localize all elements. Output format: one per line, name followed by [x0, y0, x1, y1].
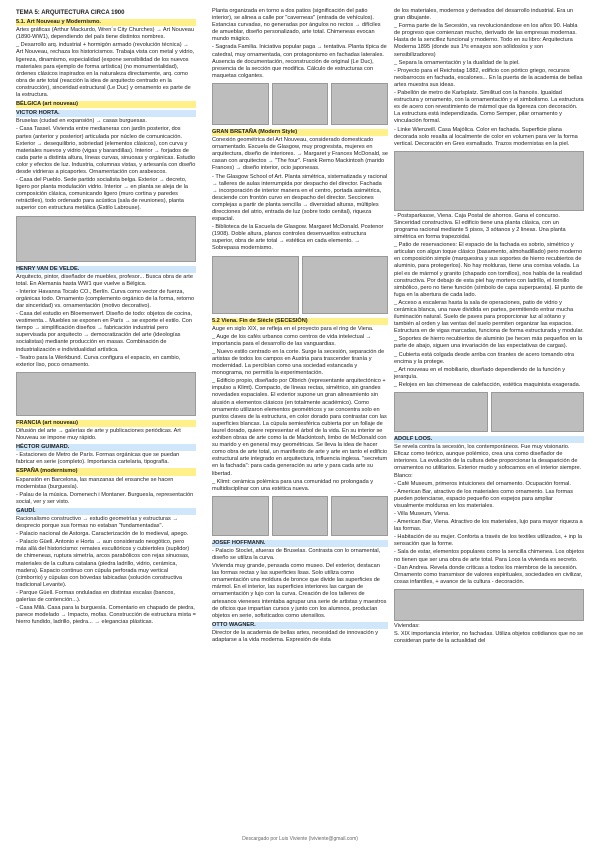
text-paragraph: Vivienda muy grande, pensada como museo. Del exterior, destacan las formas rectas y las superficies lisas. Solo utiliza como ornamentación una moldura de bronce que divide las superficies de mármol. En el interior, las superficies interiores las cargan de ornamentación y lujo con la curva. Creación de los talleres de artesanos vieneses intentaba agrupar una serie de artistas y maestros de oficios que impartían cursos y junto con los alumnos, producían objetos en serie, sofisticados como utensilios. — [212, 563, 387, 619]
text-paragraph: Auge en siglo XIX, se refleja en el proyecto para el ring de Viena. — [212, 325, 374, 332]
text-paragraph: - Proyecto para el Reichstag 1882, edificio con pórtico griego, recursos neobarrocos en fachada, escalones... En la puerta de la academia de bellas artes muestra sus ideas. — [394, 67, 583, 88]
section-heading: JOSEF HOFFMANN. — [212, 540, 388, 547]
architecture-photo — [331, 83, 388, 125]
text-paragraph: _ Desarrollo arq. industrial + hormigón armado (revolución técnica) → Art Nouveau, rechaza los historicismos. Trabaja vista con metal y vidrio, ligereza, dinamismo, especialidad (expone sensibilidad de los nuevos materiales para ejemplo de forma artística) (no monumentalidad), órdenes clásicos inspirados en la naturaleza directamente, arq. como obra de arte total (reacción la idea de arquitecto centrado en la construcción), sinceridad estructural (Le Duc) y ornamento es parte de la estructura. — [16, 42, 195, 99]
column-right — [394, 8, 584, 646]
column-left-content — [16, 19, 196, 626]
section-heading: FRANCIA (art nouveau) — [16, 420, 196, 427]
section-heading: ESPAÑA (modernismo) — [16, 468, 196, 475]
text-paragraph: - Café Museum, primeros intuiciones del ornamento. Ocupación formal. — [394, 480, 571, 487]
text-paragraph: - Estaciones de Metro de París. Formas orgánicas que se puedan fabricar en serie (completo). Importancia cartelaria, tipografía. — [16, 452, 180, 466]
section-heading: GAUDÍ. — [16, 508, 196, 515]
text-paragraph: - Palacio Stoclet, afueras de Bruselas. Contrasta con lo ornamental, diseño se utiliza la curva. — [212, 547, 381, 561]
architecture-photo — [16, 216, 196, 262]
text-paragraph: Director de la academia de bellas artes, necesidad de innovación y adaptarse a la vida moderna. Expresión de ésta — [212, 629, 379, 643]
text-paragraph: - Teatro para la Werkbund. Curva configura el espacio, en cambio, exterior liso, poco ornamento. — [16, 354, 181, 368]
text-paragraph: - Palacio Güell. Antonio e Horta → aun considerado neogótico, pero más allá del historicismo: remates escultóricos y cubiertoles (suplidor) de chimeneas, ruptura simetría, arcos parabólicos con rejas sinuosas, materiales de la cultura catalana (piedra ladrillo, vidrio, cerámica, madera). Espacio continuo con cúpula perforada muy vertical (cimborrio) y cúpulas con bóvedas tabicadas (solución constructiva tradicional Levante). — [16, 539, 190, 588]
architecture-photo — [491, 392, 585, 432]
column-left — [16, 8, 196, 627]
text-paragraph: - Linke Wienzeill. Casa Majólica. Color en fachada. Superficie plana decorada solo resalta al localmente de color en volumen para ver la forma vertical. Decoración en Gres esmaltado. Trazos modernistas en la piel. — [394, 126, 578, 147]
architecture-photo — [302, 256, 389, 314]
text-paragraph: Arquitecto, pintor, diseñador de muebles, profesor... Busca obra de arte total. En Alemania hasta WW1 que vuelve a Bélgica. — [16, 273, 193, 287]
architecture-photo — [331, 496, 388, 536]
photo-group — [212, 254, 388, 316]
text-paragraph: Expansión en Barcelona, las manzanas del ensanche se hacen modernistas (burguesía). — [16, 476, 174, 490]
text-paragraph: - Casa Milà. Casa para la burguesía. Comentario en chapado de piedra, parece modelado → Impacto, mofas. Construcción de estructura mixta = hierro fundido, ladrillo, piedra... → elegancias plásticas. — [16, 605, 196, 626]
text-paragraph: - Habitación de su mujer. Conforta a través de los textiles utilizados, + inp la sensación que la forme. — [394, 534, 582, 548]
section-heading: 5.2 Viena. Fin de Siècle (SECESIÓN) — [212, 318, 388, 325]
photo-group — [394, 587, 584, 623]
photo-group — [394, 390, 584, 434]
text-paragraph: _ Klimt: cerámica polémica para una comunidad no prolongada y multidisciplinar con una estética nueva. — [212, 478, 374, 492]
text-paragraph: - Dan Andrea. Revela donde críticas a todos los miembros de la secesión. Ornamento como transmisor de valores espirituales, sociedades en civilizar, cosas infantiles, + avance de la cultura - decoración. — [394, 564, 583, 585]
text-paragraph: - Palau de la música. Domenech i Montaner. Burguesía, representación social, ver y ser visto. — [16, 491, 194, 505]
photo-group — [212, 494, 388, 538]
text-paragraph: - Sala de estar, elementos populares como la sencilla chimenea. Los objetos no tienen que ser una obra de arte total. Para Loos la vivienda es secreto. — [394, 549, 584, 563]
architecture-photo — [212, 83, 269, 125]
column-middle — [212, 8, 388, 645]
section-heading: HENRY VAN DE VELDE. — [16, 266, 196, 273]
architecture-photo — [394, 392, 488, 432]
text-paragraph: _ Acceso a escaleras hasta la sala de operaciones, patio de vidrio y cerámica blanca, una nave dividida en partes, permitiendo entrar mucha iluminación natural. Suelo de paves para proporcionar luz al sótano y también al orden y las ventas del suelo permiten organizar las espacios. Estructura en de vigas marcadas, funciona de forma estructurada y modular. — [394, 299, 584, 335]
text-paragraph: S. XIX importancia interior, no fachadas. Utiliza objetos cotidianos que no se consideran parte de la actualidad del — [394, 631, 584, 645]
text-paragraph: Artes gráficas (Arthur Mackurdo, Wren´s City Churches) → Art Nouveau (1890-WW1), dependiendo del país tiene distintos nombres. — [16, 27, 195, 41]
text-paragraph: - American Bar, atractivo de los materiales como ornamento. Las formas pueden potenciarse, espacio pequeño con espejos para ampliar visualmente molduras en los materiales. — [394, 488, 574, 509]
section-heading: BÉLGICA (art nouveau) — [16, 101, 196, 108]
column-middle-content — [212, 8, 388, 644]
text-paragraph: _ Patio de reservaciones: El espacio de la fachada es sobrio, simétrico y articulan con algun toque clásico (basamento, almohadillado) pero moderno en composición simple (marquesina y sus soportes de hierro recubiertos de aluminio, para protegerlos). No hay molduras, tiene una cornisa volada. La piel es de mármol y granito (chapado con tornillos), nos habla de la realidad constructiva. Por debajo de esta piel hay mortero con ladrillo, el tornillo simbólico, pero no tiene función (símbolo de capa superpuesta). El punto de fuga en la abertura de cada lado. — [394, 242, 583, 298]
text-paragraph: _ Forma parte de la Secesión, va revolucionándose en los años 90. Habla de progreso que comienzan mucho, derivado de las empresas modernas. Hasta de la sencillez funcional y moderno. Todo en su libro: Arquitectura Moderna 1895 (donde sus 1ºs ensayos son sólidos/os y son sensibilizadores) — [394, 23, 578, 58]
text-paragraph: - Palacio nacional de Astorga. Caracterización de lo medieval, apego. — [16, 531, 189, 538]
text-paragraph: Viviendas: — [394, 622, 420, 629]
photo-group — [394, 149, 584, 213]
section-heading: 5.1. Art Nouveau y Modernismo. — [16, 19, 196, 26]
text-paragraph: _ Art nouveau en el mobiliario, diseñado dependiendo de la función y jerarquía. — [394, 366, 566, 380]
text-paragraph: - Pabellón de metro de Karlsplatz. Similitud con la francés. Igualdad estructura y ornamento, con la ornamentación y el simbolismo. La estructura es de acero con revestimiento de mármol que da ligereza con decoración. La estructura está independizada. Como Semper, pilar ornamento y vinculación formal. — [394, 90, 584, 125]
architecture-photo — [394, 151, 584, 211]
text-paragraph: - Postsparkasse, Viena. Caja Postal de ahorros. Gana el concurso. Sinceridad constructiva. El edificio tiene una planta clásica, con un programa racional mediante 5 pisos, 3 sótanos y 2 lineas. Una planta simétrica en forma trapezoidal. — [394, 212, 566, 241]
text-paragraph: - Biblioteca de la Escuela de Glasgow. Margaret McDonald. Postenor (1908). Doble altura, planos controles desenvueltos estructura superior, obra de arte total → estética en cada elemento. → Sobrepasa modernismo. — [212, 224, 384, 252]
section-heading: VICTOR HORTA. — [16, 110, 196, 117]
text-paragraph: - Casa del estudio en Bloemenwerf. Diseño de todo: objetos de cocina, vestimenta... Muebles se exponen en París → se exporte el estilo. Con tiempo → simplificación diseños → fabricación industrial pero supervisada por arquitecto → democratización del arte (ideologías socialistas) mediante producción en masas. Combinación de industrialización e individualidad artística. — [16, 311, 192, 353]
text-paragraph: Conexión geométrica del Art Nouveau, considerado domesticado ornamentado. Escuela de Glasgow, muy progresista, mujeres en arquitectura, diseño de interiores. → Margaret y Frances McDonald, se casan con arquitectos → "The four". Frank Remo Mackintosh (marido Frances) → diseño interior, ocio japonesas. — [212, 137, 388, 172]
column-right-content — [394, 8, 584, 645]
text-paragraph: Difusión del arte → galerías de arte y publicaciones periódicas. Art Nouveau se impone muy rápido. — [16, 427, 181, 442]
architecture-photo — [272, 83, 329, 125]
text-paragraph: _ Auge de los cafés urbanos como centros de vida intelectual → importancia para el desarrollo de las vanguardias. — [212, 333, 372, 347]
text-paragraph: _ Cubierta está colgada desde arriba con tirantes de acero tomando otra encima y la protege. — [394, 351, 575, 365]
text-paragraph: - Casa del Pueblo. Sede partido socialista belga. Exterior → decreto, ligero por planta modulación vidrio. Interior → en planta se aleja de la composición clásica, comunicando ligero (muro cortina y paredes retráctiles), todo ordenado para acústica (sala de reuniones), planta superior con estructura metálica (Estilo Labrouse). — [16, 177, 188, 212]
text-paragraph: Planta organizada en torno a dos patios (significación del patio interior), se alinea a calle por "caverneas" (entrada de vehículos). Estancias curvadas, no generadas por ángulos no rectos → difíciles de amueblar, diseño personalizado, arte total. Chimeneas evocan mundo mágico. — [212, 8, 381, 43]
architecture-photo — [394, 589, 584, 621]
section-heading: OTTO WAGNER. — [212, 622, 388, 629]
section-heading: GRAN BRETAÑA (Modern Style) — [212, 129, 388, 136]
section-heading: HÉCTOR GUIMARD. — [16, 444, 196, 451]
text-paragraph: _ Soportes de hierro recubiertos de aluminio (se hecen más pequeños en la parte de abajo, siguen una invariación de las expectativas de cargas). — [394, 336, 583, 350]
text-paragraph: _ Edificio propio, diseñado por Olbrich (representante arquitectónico + impulso a Klimt). Compacto, de líneas rectas, simétrico, sin grandes novedades espaciales. El exterior supone un gran alineamiento sin alusión a elementos clásicos (en totalmente académico). Como ornamento utilizaron elementos geométricos y se concentra solo en puntos claves de la estructura, en color dorado para contrastar con las superficies blancas. La cúpula semiesférica cubierta por un follaje de laurel dorado, quiere representar el árbol de la vida. En su interior se exhiben obras de arte como la de Mackintosh, limbo de McDonald con su marido y en general muy geométricas. Se lleva la idea de hacer como obra de arte total, un manifiesto de arte y arte en tanto el edificio estructural arte integrado en arquitectura, influencia inglesa. "secretum en la fachada": para cada generación su arte y para cada arte su libertad. — [212, 378, 388, 477]
photo-group — [16, 370, 196, 418]
architecture-photo — [16, 372, 196, 416]
document-title: TEMA 5: ARQUITECTURA CIRCA 1900 — [16, 10, 125, 16]
text-paragraph: - American Bar, Viena. Atractivo de los materiales, lujo para mayor riqueza a las formas. — [394, 519, 583, 533]
text-paragraph: Bruselas (ciudad en expansión) → casas burguesas. — [16, 118, 147, 125]
photo-group — [212, 81, 388, 127]
text-paragraph: _ Relojes en las chimeneas de calefacción, estética maquinista exagerada. — [394, 381, 581, 388]
text-paragraph: Se revela contra la secesión, los contemporáneos. Fue muy visionario. Eficaz como teórico, aunque polémico, crea una como diseñador de interiores. La evolución de la cultura debe proporcionar la desaparición de ornamentos no utilitarios. Exterior mudo y sofocamos en el interior siempre. Blanco: — [394, 444, 582, 479]
architecture-photo — [272, 496, 329, 536]
text-paragraph: - Interior Havanna Tocalo CO., Berlín. Curva como vector de fuerza, orgánicas todo. Ornamento (complemento orgánico de la forma, retorno dar sinceridad) vs. ornamentación (motivo decorativo). — [16, 288, 195, 309]
text-paragraph: _ Separa la ornamentación y la dualidad de la piel. — [394, 59, 520, 66]
architecture-photo — [212, 496, 269, 536]
text-paragraph: - Sagrada Familia. Iniciativa popular paga → tentativa. Planta típica de catedral, muy ornamentada, con protagonismo en fachadas laterales. Ausencia de documentación, reconstrucción de original (Le Duc), presencia de la sección que modifica. Cálculo de estructuras con maquetas colgantes. — [212, 44, 387, 79]
text-paragraph: _ Nuevo estilo centrado en la corte. Surge la secesión, separación de artistas de todos los campos en Austria para trascender tiranía y modernidad. La percibían como una sociedad estancada y monograma, no permitía la experimentación. — [212, 348, 385, 377]
section-heading: ADOLF LOOS. — [394, 436, 584, 443]
text-paragraph: - Villa Museum, Viena. — [394, 510, 450, 517]
text-paragraph: Racionalismo constructivo → estudio geometrías y estructuras → desprecio porque sus formas no estaban "fundamentadas". — [16, 515, 178, 530]
architecture-photo — [212, 256, 299, 314]
text-paragraph: - The Glasgow School of Art. Planta simétrica, sistematizada y racional → talleres de aulas interrumpida por despacho del director. Fachada → incorporación de interior manera en el centro, portada asimétrica, desciende con frontón curvo en despacho del director. Secciones complejas a partir de planta sencilla → diversidad alturas, múltiples direcciones del atrio, entrada de luz (sobre todo cenital), riqueza espacial. — [212, 173, 388, 223]
text-paragraph: de los materiales, modernos y derivados del desarrollo industrial. Era un gran dibujante. — [394, 8, 574, 22]
text-paragraph: - Parque Güell. Formas onduladas en distintas escalas (bancos, galerías de contención...). — [16, 589, 175, 603]
photo-group — [16, 214, 196, 264]
download-footer: Descargado por Luis Viviente (lviviente@gmail.com) — [242, 836, 358, 842]
text-paragraph: - Casa Tassel. Vivienda entre medianeras con jardín posterior, dos partes (anterior y posterior) articulada por núcleo de comunicación. Exterior → desequilibrio, sobriedad (elementos clásicos), con curva y materiales nuevos y vidrio (vigas y barandillas). Interior → forjados de cada parte a distinta altura, líneas curvas, sinuosas y orgánicas. Estudio color y efectos de luz. Industria, columnas vistas, y artesanía con diseño desde vidrieras a picaportes. Ornamentación con arabescos. — [16, 126, 196, 175]
